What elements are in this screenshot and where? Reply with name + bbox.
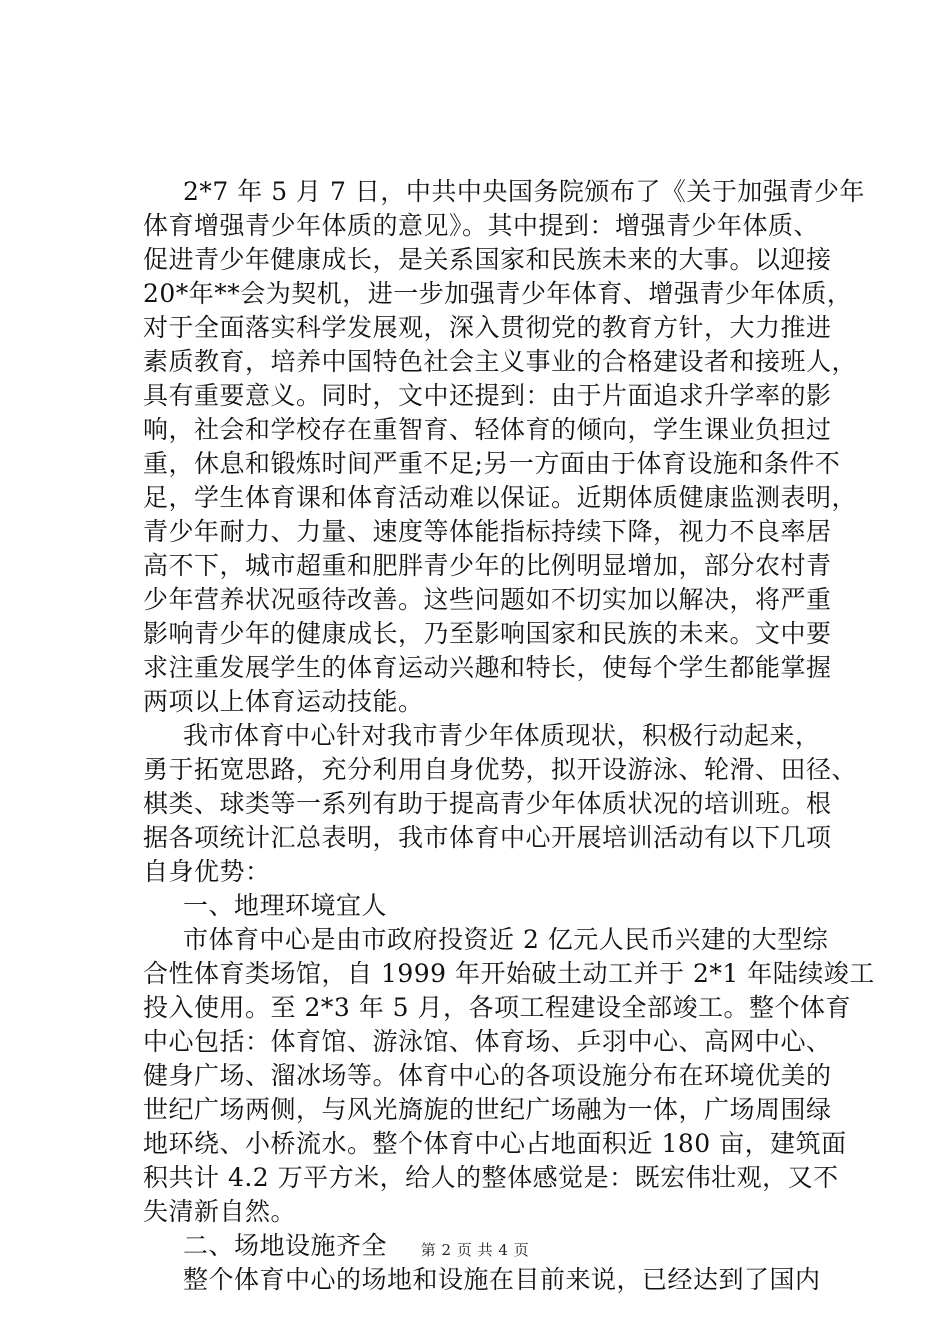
- text-line: 重，休息和锻炼时间严重不足;另一方面由于体育设施和条件不: [143, 449, 841, 478]
- text-line: 2*7 年 5 月 7 日，中共中央国务院颁布了《关于加强青少年: [183, 177, 865, 206]
- text-line: 中心包括：体育馆、游泳馆、体育场、乒羽中心、高网中心、: [143, 1027, 832, 1056]
- text-line: 高不下，城市超重和肥胖青少年的比例明显增加，部分农村青: [143, 551, 832, 580]
- section-heading: 二、场地设施齐全: [183, 1231, 388, 1260]
- text-line: 少年营养状况亟待改善。这些问题如不切实加以解决，将严重: [143, 585, 832, 614]
- text-line: 体育增强青少年体质的意见》。其中提到：增强青少年体质、: [143, 211, 820, 240]
- text-line: 对于全面落实科学发展观，深入贯彻党的教育方针，大力推进: [143, 313, 832, 342]
- text-line: 整个体育中心的场地和设施在目前来说，已经达到了国内: [183, 1265, 821, 1294]
- text-line: 世纪广场两侧，与风光旖旎的世纪广场融为一体，广场周围绿: [143, 1095, 832, 1124]
- text-line: 20*年**会为契机，进一步加强青少年体育、增强青少年体质，: [143, 279, 853, 308]
- text-line: 健身广场、溜冰场等。体育中心的各项设施分布在环境优美的: [143, 1061, 832, 1090]
- text-line: 失清新自然。: [143, 1197, 297, 1226]
- text-line: 影响青少年的健康成长，乃至影响国家和民族的未来。文中要: [143, 619, 832, 648]
- text-line: 据各项统计汇总表明，我市体育中心开展培训活动有以下几项: [143, 823, 832, 852]
- text-line: 积共计 4.2 万平方米，给人的整体感觉是：既宏伟壮观，又不: [143, 1163, 839, 1192]
- text-line: 自身优势：: [143, 857, 271, 886]
- text-line: 促进青少年健康成长，是关系国家和民族未来的大事。以迎接: [143, 245, 832, 274]
- text-line: 地环绕、小桥流水。整个体育中心占地面积近 180 亩，建筑面: [143, 1129, 847, 1158]
- text-line: 合性体育类场馆，自 1999 年开始破土动工并于 2*1 年陆续竣工: [143, 959, 875, 988]
- text-line: 棋类、球类等一系列有助于提高青少年体质状况的培训班。根: [143, 789, 832, 818]
- text-line: 两项以上体育运动技能。: [143, 687, 424, 716]
- text-line: 足，学生体育课和体育活动难以保证。近期体质健康监测表明，: [143, 483, 858, 512]
- page-footer: 第 2 页 共 4 页: [420, 1241, 530, 1259]
- text-line: 投入使用。至 2*3 年 5 月，各项工程建设全部竣工。整个体育: [143, 993, 852, 1022]
- text-line: 我市体育中心针对我市青少年体质现状，积极行动起来，: [183, 721, 821, 750]
- text-line: 青少年耐力、力量、速度等体能指标持续下降，视力不良率居: [143, 517, 832, 546]
- text-line: 市体育中心是由市政府投资近 2 亿元人民币兴建的大型综: [183, 925, 829, 954]
- text-line: 具有重要意义。同时，文中还提到：由于片面追求升学率的影: [143, 381, 832, 410]
- text-line: 勇于拓宽思路，充分利用自身优势，拟开设游泳、轮滑、田径、: [143, 755, 858, 784]
- section-heading: 一、地理环境宜人: [183, 891, 388, 920]
- text-line: 素质教育，培养中国特色社会主义事业的合格建设者和接班人，: [143, 347, 858, 376]
- text-line: 响，社会和学校存在重智育、轻体育的倾向，学生课业负担过: [143, 415, 832, 444]
- text-line: 求注重发展学生的体育运动兴趣和特长，使每个学生都能掌握: [143, 653, 832, 682]
